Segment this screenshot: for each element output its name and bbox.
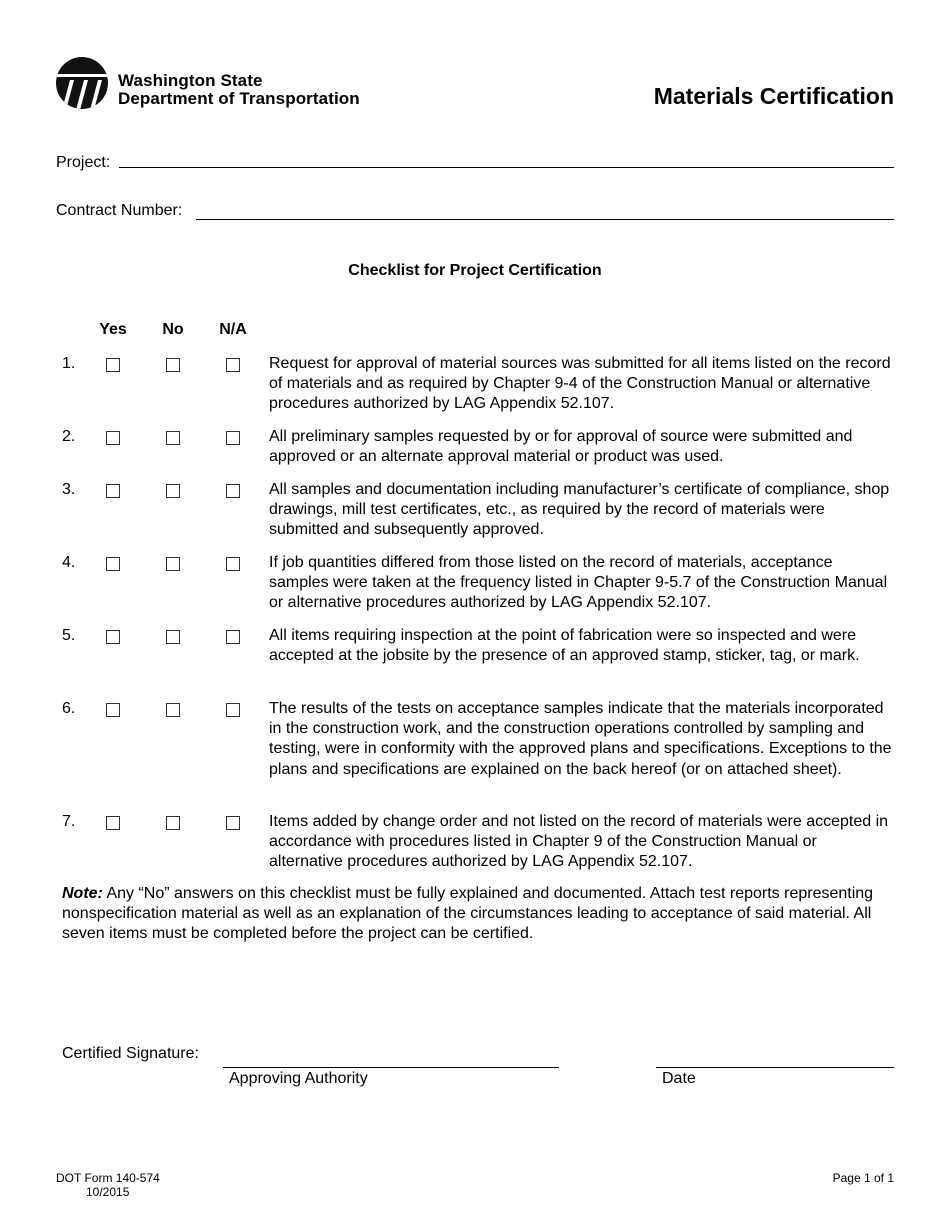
checklist-title: Checklist for Project Certification	[348, 262, 602, 279]
wsdot-logo-icon	[56, 56, 108, 110]
date-field[interactable]	[656, 1067, 894, 1068]
item-5-na-checkbox[interactable]	[226, 630, 240, 644]
page-indicator: Page 1 of 1	[832, 1171, 894, 1185]
column-header-no: No	[162, 321, 184, 338]
item-4-no-checkbox[interactable]	[166, 557, 180, 571]
agency-name-line1: Washington State	[118, 71, 263, 90]
item-4-yes-checkbox[interactable]	[106, 557, 120, 571]
item-1-no-checkbox[interactable]	[166, 358, 180, 372]
item-number: 3.	[62, 481, 76, 498]
item-1-yes-checkbox[interactable]	[106, 358, 120, 372]
note-text: Any “No” answers on this checklist must be fully explained and documented. Attach test reports representing nonspecification material as well as an explanation of the circumstances leading to acceptance of said material. All seven items must be completed before the project can be certified.	[62, 885, 874, 943]
certified-signature-label: Certified Signature:	[62, 1045, 199, 1062]
item-1-na-checkbox[interactable]	[226, 358, 240, 372]
item-6-no-checkbox[interactable]	[166, 703, 180, 717]
project-label: Project:	[56, 154, 111, 171]
item-number: 5.	[62, 627, 76, 644]
item-2-na-checkbox[interactable]	[226, 431, 240, 445]
item-number: 2.	[62, 428, 76, 445]
form-number: DOT Form 140-574	[56, 1171, 160, 1185]
date-caption: Date	[662, 1070, 696, 1087]
item-text: The results of the tests on acceptance samples indicate that the materials incorporated in the construction work, and the construction operations controlled by sampling and testing, were in conformity with the approved plans and specifications. Exceptions to the plans and specifications are explained on the back hereof (or on attached sheet).	[269, 700, 892, 778]
contract-number-field[interactable]	[196, 219, 894, 220]
item-3-yes-checkbox[interactable]	[106, 484, 120, 498]
item-7-yes-checkbox[interactable]	[106, 816, 120, 830]
form-revision-date: 10/2015	[86, 1185, 130, 1199]
item-number: 4.	[62, 554, 76, 571]
item-7-na-checkbox[interactable]	[226, 816, 240, 830]
item-text: All items requiring inspection at the point of fabrication were so inspected and were accepted at the jobsite by the presence of an approved stamp, sticker, tag, or mark.	[269, 627, 860, 665]
item-text: All samples and documentation including manufacturer’s certificate of compliance, shop drawings, mill test certificates, etc., as required by the record of materials were submitted and subsequently approved.	[269, 481, 890, 539]
item-6-yes-checkbox[interactable]	[106, 703, 120, 717]
note-label: Note:	[62, 885, 103, 902]
item-4-na-checkbox[interactable]	[226, 557, 240, 571]
approving-authority-caption: Approving Authority	[229, 1070, 368, 1087]
item-text: All preliminary samples requested by or for approval of source were submitted and approved or an alternate approval material or product was used.	[269, 428, 853, 466]
agency-name-line2: Department of Transportation	[118, 89, 360, 108]
item-text: If job quantities differed from those listed on the record of materials, acceptance samples were taken at the frequency listed in Chapter 9-5.7 of the Construction Manual or alternative procedures authorized by LAG Appendix 52.107.	[269, 554, 888, 612]
item-7-no-checkbox[interactable]	[166, 816, 180, 830]
item-text: Request for approval of material sources was submitted for all items listed on the record of materials and as required by Chapter 9-4 of the Construction Manual or alternative procedures authorized by LAG Appendix 52.107.	[269, 355, 891, 413]
item-number: 1.	[62, 355, 76, 372]
item-2-yes-checkbox[interactable]	[106, 431, 120, 445]
item-6-na-checkbox[interactable]	[226, 703, 240, 717]
item-3-na-checkbox[interactable]	[226, 484, 240, 498]
item-5-no-checkbox[interactable]	[166, 630, 180, 644]
contract-number-label: Contract Number:	[56, 202, 183, 219]
form-title: Materials Certification	[653, 83, 894, 109]
item-text: Items added by change order and not listed on the record of materials were accepted in accordance with procedures listed in Chapter 9 of the Construction Manual or alternative procedures authorized by LAG Appendix 52.107.	[269, 813, 889, 871]
item-number: 7.	[62, 813, 76, 830]
project-field[interactable]	[119, 167, 894, 168]
item-number: 6.	[62, 700, 76, 717]
item-3-no-checkbox[interactable]	[166, 484, 180, 498]
item-5-yes-checkbox[interactable]	[106, 630, 120, 644]
item-2-no-checkbox[interactable]	[166, 431, 180, 445]
signature-field[interactable]	[223, 1067, 559, 1068]
column-header-yes: Yes	[99, 321, 127, 338]
note-paragraph	[62, 884, 894, 945]
column-header-na: N/A	[219, 321, 247, 338]
